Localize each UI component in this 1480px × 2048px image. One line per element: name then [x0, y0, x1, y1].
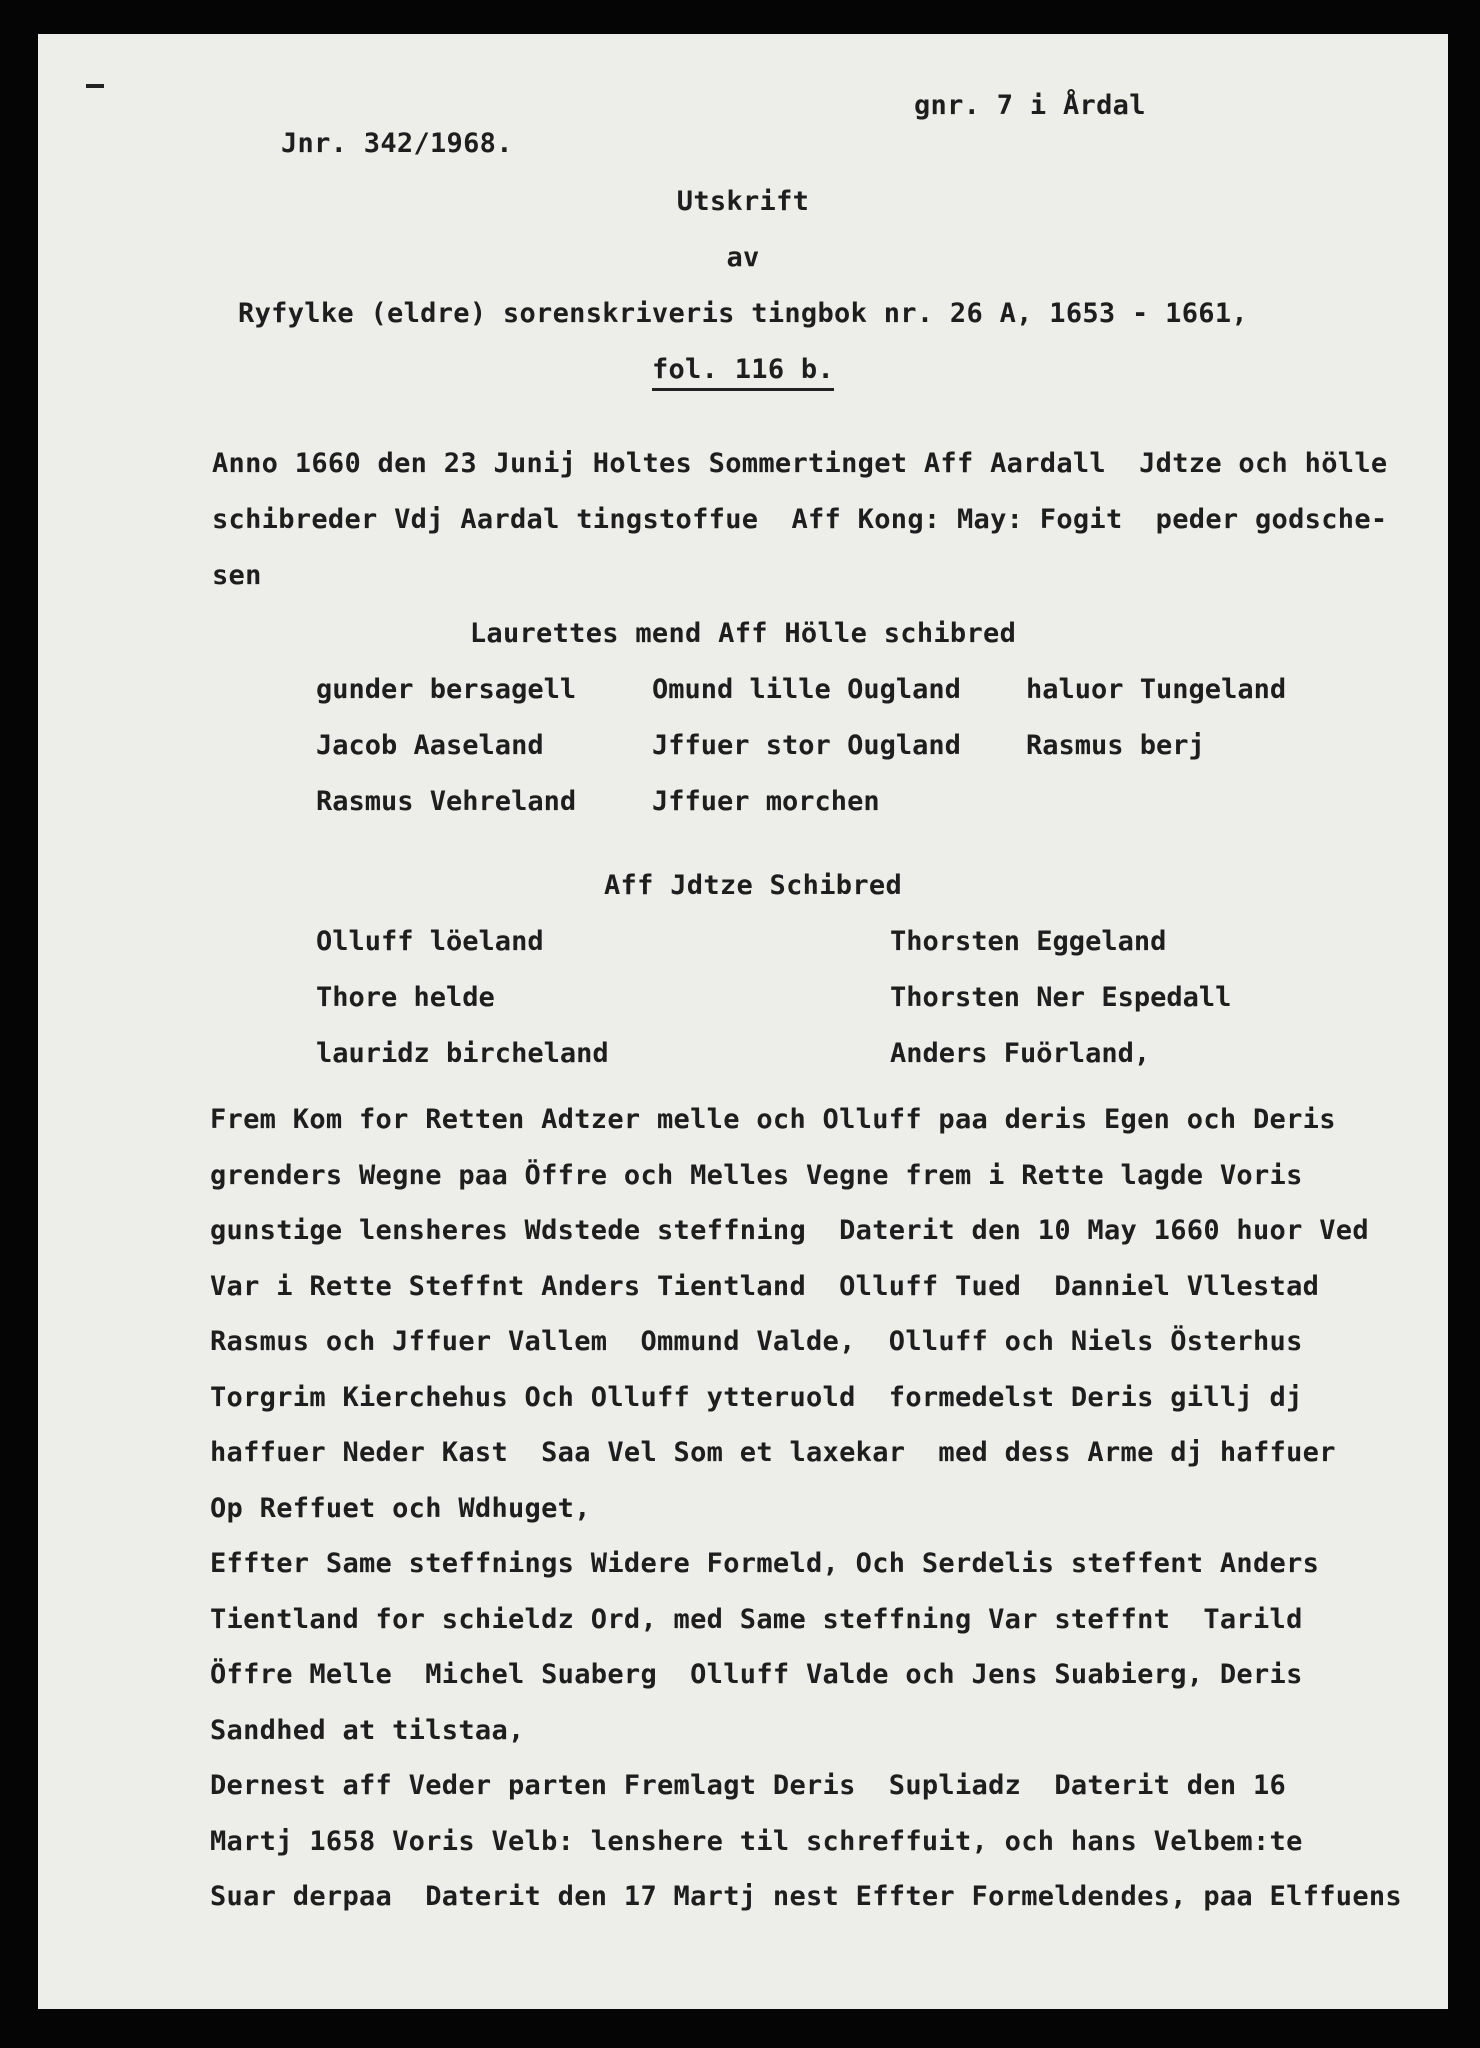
- body-line: Torgrim Kierchehus Och Olluff ytteruold formedelst Deris gillj dj: [210, 1381, 1303, 1413]
- name-entry: Rasmus Vehreland: [316, 786, 577, 817]
- journal-number: Jnr. 342/1968.: [281, 128, 513, 159]
- name-entry: gunder bersagell: [316, 674, 577, 705]
- doc-folio: [38, 354, 1448, 385]
- name-entry: Jffuer morchen: [652, 786, 880, 817]
- name-entry: Thore helde: [316, 982, 495, 1013]
- body-line: Frem Kom for Retten Adtzer melle och Olluff paa deris Egen och Deris: [210, 1104, 1336, 1135]
- intro-line: Anno 1660 den 23 Junij Holtes Sommertinget Aff Aardall Jdtze och hölle: [212, 448, 1388, 479]
- name-entry: Thorsten Eggeland: [890, 926, 1167, 957]
- name-entry: Jacob Aaseland: [316, 730, 544, 761]
- name-entry: Anders Fuörland,: [890, 1038, 1151, 1069]
- body-line: Dernest aff Veder parten Fremlagt Deris Supliadz Daterit den 16: [210, 1770, 1287, 1801]
- doc-title: Utskrift: [676, 186, 810, 217]
- document-page: [38, 34, 1448, 2009]
- name-entry: Olluff löeland: [316, 926, 544, 957]
- body-line: gunstige lensheres Wdstede steffning Daterit den 10 May 1660 huor Ved: [210, 1215, 1369, 1246]
- name-entry: Rasmus berj: [1026, 730, 1205, 761]
- doc-source: Ryfylke (eldre) sorenskriveris tingbok nr. 26 A, 1653 - 1661,: [238, 298, 1248, 329]
- intro-line: sen: [212, 560, 262, 591]
- body-line: Öffre Melle Michel Suaberg Olluff Valde och Jens Suabierg, Deris: [210, 1659, 1303, 1690]
- name-entry: Omund lille Ougland: [652, 674, 961, 705]
- body-line: Var i Rette Steffnt Anders Tientland Olluff Tued Danniel Vllestad: [210, 1270, 1320, 1302]
- body-line: Tientland for schieldz Ord, med Same steffning Var steffnt Tarild: [210, 1603, 1303, 1635]
- name-entry: haluor Tungeland: [1026, 674, 1287, 705]
- body-line: Op Reffuet och Wdhuget,: [210, 1492, 591, 1524]
- folio-text: fol. 116 b.: [652, 354, 834, 391]
- intro-line: schibreder Vdj Aardal tingstoffue Aff Kong: May: Fogit peder godsche-: [212, 504, 1388, 535]
- body-line: Rasmus och Jffuer Vallem Ommund Valde, Olluff och Niels Österhus: [210, 1326, 1303, 1357]
- group-heading: Laurettes mend Aff Hölle schibred: [469, 618, 1017, 649]
- body-line: Martj 1658 Voris Velb: lenshere til schreffuit, och hans Velbem:te: [210, 1825, 1303, 1857]
- group-heading: Aff Jdtze Schibred: [604, 870, 902, 901]
- name-entry: Thorsten Ner Espedall: [890, 982, 1232, 1013]
- reference-label: gnr. 7 i Årdal: [914, 90, 1146, 121]
- doc-title-of: av: [726, 242, 760, 273]
- punch-mark: [86, 84, 104, 88]
- body-line: Sandhed at tilstaa,: [210, 1714, 525, 1746]
- body-line: haffuer Neder Kast Saa Vel Som et laxekar med dess Arme dj haffuer: [210, 1437, 1336, 1468]
- name-entry: lauridz bircheland: [316, 1038, 609, 1069]
- body-line: grenders Wegne paa Öffre och Melles Vegne frem i Rette lagde Voris: [210, 1159, 1303, 1191]
- body-line: Suar derpaa Daterit den 17 Martj nest Effter Formeldendes, paa Elffuens: [210, 1881, 1402, 1912]
- name-entry: Jffuer stor Ougland: [652, 730, 961, 761]
- body-line: Effter Same steffnings Widere Formeld, Och Serdelis steffent Anders: [210, 1548, 1320, 1579]
